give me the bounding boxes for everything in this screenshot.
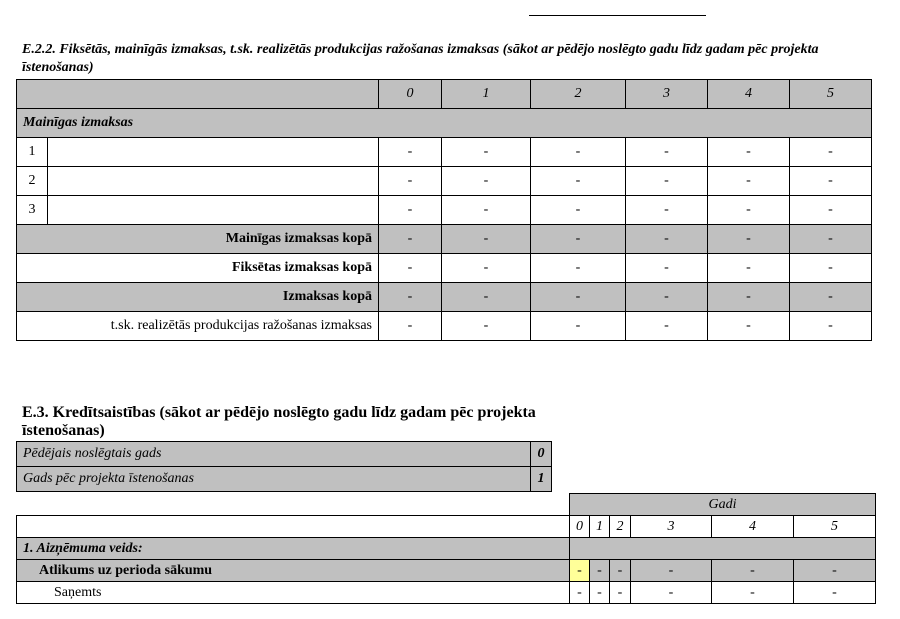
total-value-cell: -: [379, 225, 442, 254]
value-cell[interactable]: -: [379, 196, 442, 225]
value-cell[interactable]: -: [610, 582, 631, 604]
group-row: [17, 538, 876, 560]
total-value-cell[interactable]: -: [442, 312, 531, 341]
top-divider-line: [529, 15, 706, 16]
year-header-row: [17, 80, 872, 109]
value-cell[interactable]: -: [626, 196, 708, 225]
section-e3-title: E.3. Kredītsaistības (sākot ar pēdējo noslēgto gadu līdz gadam pēc projekta īstenošanas): [22, 404, 536, 439]
total-value-cell: -: [531, 225, 626, 254]
total-label: t.sk. realizētās produkcijas ražošanas izmaksas: [17, 312, 379, 341]
value-cell[interactable]: -: [531, 167, 626, 196]
year-header-cell: 1: [590, 516, 610, 538]
total-value-cell: -: [442, 283, 531, 312]
year-header-cell: 2: [531, 80, 626, 109]
value-cell[interactable]: -: [794, 560, 876, 582]
value-cell[interactable]: -: [442, 167, 531, 196]
value-cell[interactable]: -: [379, 167, 442, 196]
value-cell[interactable]: -: [631, 560, 712, 582]
row-number: 1: [17, 138, 48, 167]
total-value-cell[interactable]: -: [790, 254, 872, 283]
value-cell[interactable]: -: [708, 196, 790, 225]
section-e22-title: E.2.2. Fiksētās, mainīgās izmaksas, t.sk. realizētās produkcijas ražošanas izmaksas (sākot ar pēdējo noslēgto gadu līdz gadam pēc projekta īstenošanas): [22, 42, 819, 75]
gadi-header-row: [17, 494, 876, 516]
table-row: [17, 167, 872, 196]
header-blank-cell: [17, 80, 379, 109]
total-label: Mainīgas izmaksas kopā: [17, 225, 379, 254]
row-number: 3: [17, 196, 48, 225]
total-value-cell: -: [790, 283, 872, 312]
value-cell[interactable]: -: [442, 196, 531, 225]
value-cell[interactable]: -: [631, 582, 712, 604]
table-row: [17, 196, 872, 225]
value-cell[interactable]: -: [626, 167, 708, 196]
value-cell[interactable]: -: [379, 138, 442, 167]
total-label: Izmaksas kopā: [17, 283, 379, 312]
value-cell[interactable]: -: [531, 196, 626, 225]
year-header-cell: 0: [379, 80, 442, 109]
total-value-cell[interactable]: -: [626, 254, 708, 283]
total-value-cell[interactable]: -: [531, 254, 626, 283]
variable-costs-group-label: Mainīgas izmaksas: [17, 109, 872, 138]
row-number: 2: [17, 167, 48, 196]
year-info-table: [16, 441, 552, 492]
value-cell[interactable]: -: [570, 582, 590, 604]
year-header-cell: 5: [790, 80, 872, 109]
total-value-cell: -: [626, 283, 708, 312]
total-value-cell[interactable]: -: [708, 254, 790, 283]
total-row: [17, 283, 872, 312]
table-row: [17, 582, 876, 604]
value-cell[interactable]: -: [790, 167, 872, 196]
row-label-input[interactable]: [48, 138, 379, 167]
total-value-cell: -: [379, 283, 442, 312]
total-value-cell[interactable]: -: [442, 254, 531, 283]
year-header-cell: 0: [570, 516, 590, 538]
total-row: [17, 254, 872, 283]
header-blank-cell: [17, 516, 570, 538]
table-row: [17, 138, 872, 167]
row-label: Atlikums uz perioda sākumu: [17, 560, 570, 582]
year-header-cell: 3: [631, 516, 712, 538]
total-value-cell: -: [790, 225, 872, 254]
value-cell[interactable]: -: [570, 560, 590, 582]
total-value-cell[interactable]: -: [790, 312, 872, 341]
info-label: Pēdējais noslēgtais gads: [17, 442, 531, 467]
years-header: Gadi: [570, 494, 876, 516]
total-value-cell[interactable]: -: [379, 254, 442, 283]
credit-table: [16, 493, 876, 604]
total-value-cell: -: [708, 225, 790, 254]
value-cell[interactable]: -: [626, 138, 708, 167]
row-label-input[interactable]: [48, 196, 379, 225]
year-header-cell: 3: [626, 80, 708, 109]
value-cell[interactable]: -: [590, 560, 610, 582]
year-header-cell: 4: [712, 516, 794, 538]
total-row: [17, 225, 872, 254]
total-value-cell: -: [442, 225, 531, 254]
year-header-cell: 2: [610, 516, 631, 538]
value-cell[interactable]: -: [610, 560, 631, 582]
cost-table: [16, 79, 872, 341]
value-cell[interactable]: -: [708, 138, 790, 167]
total-label: Fiksētas izmaksas kopā: [17, 254, 379, 283]
total-value-cell[interactable]: -: [708, 312, 790, 341]
value-cell[interactable]: -: [790, 138, 872, 167]
total-value-cell: -: [708, 283, 790, 312]
year-header-row: [17, 516, 876, 538]
value-cell[interactable]: -: [590, 582, 610, 604]
info-row: [17, 442, 552, 467]
total-value-cell[interactable]: -: [531, 312, 626, 341]
info-value[interactable]: 1: [531, 467, 552, 492]
value-cell[interactable]: -: [712, 582, 794, 604]
info-row: [17, 467, 552, 492]
value-cell[interactable]: -: [708, 167, 790, 196]
value-cell[interactable]: -: [790, 196, 872, 225]
info-label: Gads pēc projekta īstenošanas: [17, 467, 531, 492]
value-cell[interactable]: -: [794, 582, 876, 604]
total-value-cell: -: [531, 283, 626, 312]
total-value-cell[interactable]: -: [379, 312, 442, 341]
value-cell[interactable]: -: [531, 138, 626, 167]
loan-type-label: 1. Aizņēmuma veids:: [17, 538, 570, 560]
total-value-cell[interactable]: -: [626, 312, 708, 341]
info-value[interactable]: 0: [531, 442, 552, 467]
table-row: [17, 560, 876, 582]
total-value-cell: -: [626, 225, 708, 254]
group-row: [17, 109, 872, 138]
total-row: [17, 312, 872, 341]
year-header-cell: 4: [708, 80, 790, 109]
row-label-input[interactable]: [48, 167, 379, 196]
row-label: Saņemts: [17, 582, 570, 604]
value-cell[interactable]: -: [442, 138, 531, 167]
group-blank-cell: [570, 538, 876, 560]
header-spacer: [17, 494, 570, 516]
year-header-cell: 1: [442, 80, 531, 109]
year-header-cell: 5: [794, 516, 876, 538]
value-cell[interactable]: -: [712, 560, 794, 582]
